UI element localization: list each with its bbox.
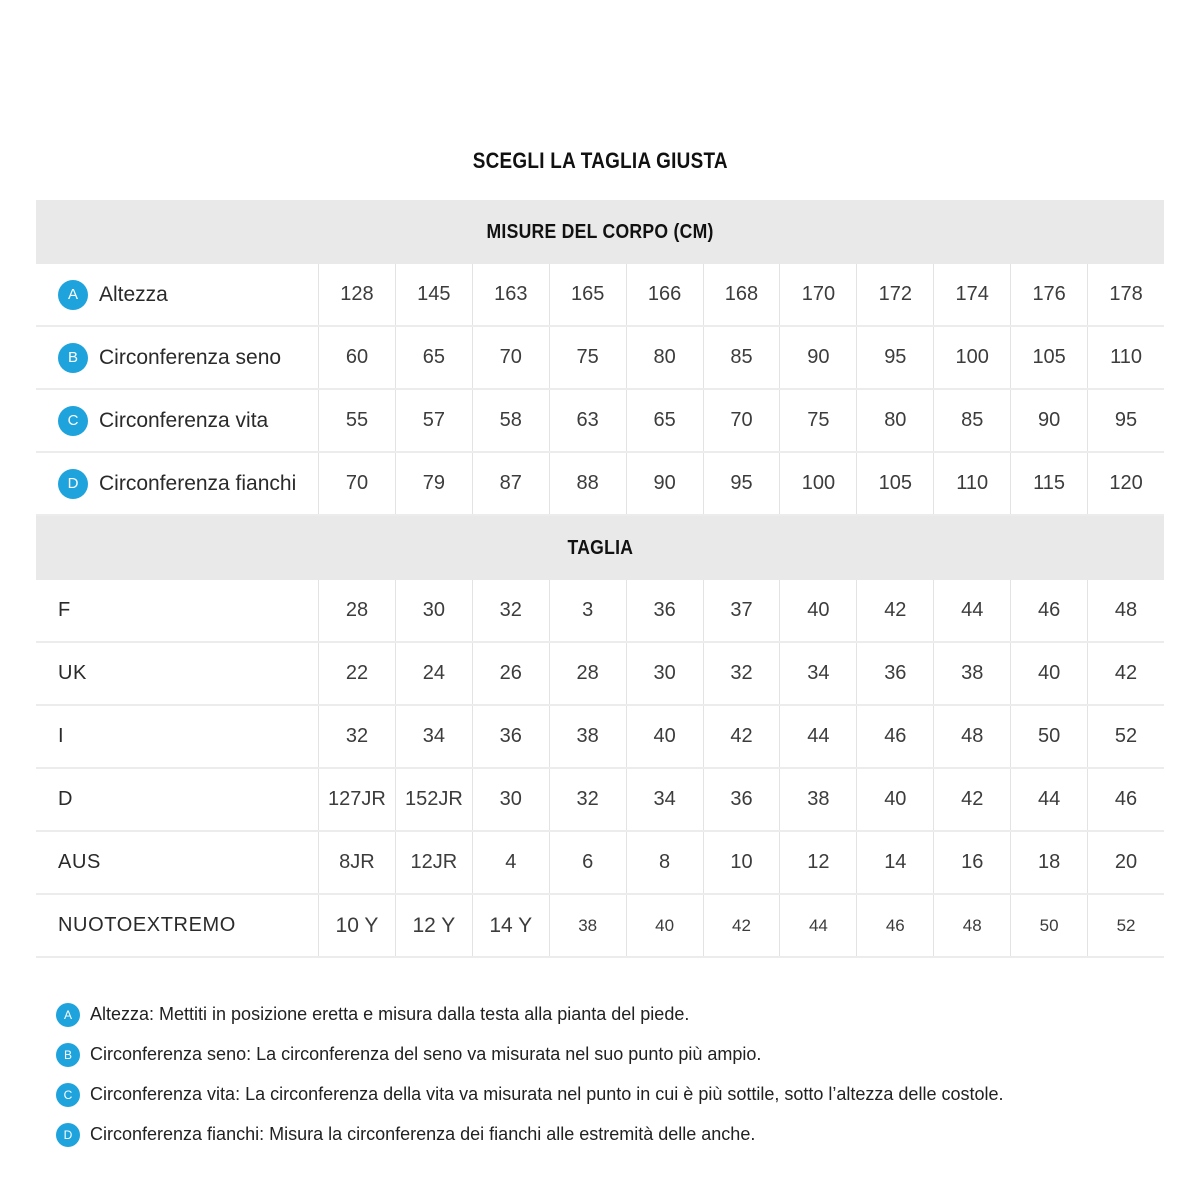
- cell: 65: [626, 390, 703, 451]
- table-row-size-aus: [36, 832, 1164, 895]
- cell: 120: [1087, 453, 1164, 514]
- row-label: Altezza: [99, 282, 168, 306]
- cell: 128: [318, 264, 395, 325]
- cell: 65: [395, 327, 472, 388]
- row-label-cell: [36, 580, 318, 641]
- cell: 46: [856, 895, 933, 956]
- cell: 3: [549, 580, 626, 641]
- cell: 38: [549, 706, 626, 767]
- cell: 44: [779, 895, 856, 956]
- cell: 36: [472, 706, 549, 767]
- cell: 8: [626, 832, 703, 893]
- row-label-cell: [36, 706, 318, 767]
- footnote-fianchi: [56, 1122, 1200, 1147]
- cell: 85: [933, 390, 1010, 451]
- cell: 14 Y: [472, 895, 549, 956]
- row-label: D: [58, 788, 74, 810]
- footnote-text: Circonferenza fianchi: Misura la circonferenza dei fianchi alle estremità delle anche.: [90, 1124, 756, 1144]
- footnote-text: Circonferenza seno: La circonferenza del seno va misurata nel suo punto più ampio.: [90, 1044, 762, 1064]
- cell: 42: [1087, 643, 1164, 704]
- cell: 163: [472, 264, 549, 325]
- cell: 32: [703, 643, 780, 704]
- cell: 165: [549, 264, 626, 325]
- table-row-seno: [36, 327, 1164, 390]
- measure-b-badge: B: [56, 1043, 80, 1067]
- cell: 152JR: [395, 769, 472, 830]
- cell: 63: [549, 390, 626, 451]
- cell: 57: [395, 390, 472, 451]
- cell: 90: [779, 327, 856, 388]
- cell: 36: [856, 643, 933, 704]
- cell: 110: [1087, 327, 1164, 388]
- cell: 105: [1010, 327, 1087, 388]
- cell: 4: [472, 832, 549, 893]
- cell: 60: [318, 327, 395, 388]
- cell: 90: [626, 453, 703, 514]
- cell: 42: [933, 769, 1010, 830]
- cell: 40: [1010, 643, 1087, 704]
- cell: 10 Y: [318, 895, 395, 956]
- cell: 80: [626, 327, 703, 388]
- cell: 36: [703, 769, 780, 830]
- cell: 30: [395, 580, 472, 641]
- row-label: Circonferenza seno: [99, 345, 282, 369]
- cell: 10: [703, 832, 780, 893]
- cell: 50: [1010, 706, 1087, 767]
- cell: 95: [856, 327, 933, 388]
- cell: 100: [779, 453, 856, 514]
- cell: 110: [933, 453, 1010, 514]
- cell: 28: [318, 580, 395, 641]
- table-row-size-uk: [36, 643, 1164, 706]
- cell: 58: [472, 390, 549, 451]
- cell: 38: [549, 895, 626, 956]
- cell: 48: [933, 706, 1010, 767]
- footnote-altezza: [56, 1002, 1200, 1027]
- cell: 145: [395, 264, 472, 325]
- cell: 12 Y: [395, 895, 472, 956]
- cell: 30: [626, 643, 703, 704]
- cell: 172: [856, 264, 933, 325]
- cell: 38: [779, 769, 856, 830]
- table-row-size-nuotoextremo: [36, 895, 1164, 958]
- row-label: NUOTOEXTREMO: [58, 914, 236, 936]
- row-label: UK: [58, 662, 87, 684]
- cell: 22: [318, 643, 395, 704]
- cell: 24: [395, 643, 472, 704]
- cell: 95: [703, 453, 780, 514]
- cell: 40: [856, 769, 933, 830]
- cell: 70: [703, 390, 780, 451]
- body-measures-header: MISURE DEL CORPO (CM): [36, 200, 1164, 264]
- measure-d-badge: D: [58, 469, 88, 499]
- cell: 52: [1087, 895, 1164, 956]
- cell: 12: [779, 832, 856, 893]
- cell: 46: [1087, 769, 1164, 830]
- row-label-cell: [36, 264, 318, 325]
- cell: 42: [856, 580, 933, 641]
- cell: 85: [703, 327, 780, 388]
- cell: 127JR: [318, 769, 395, 830]
- cell: 40: [626, 895, 703, 956]
- footnote-vita: [56, 1082, 1200, 1107]
- cell: 20: [1087, 832, 1164, 893]
- cell: 52: [1087, 706, 1164, 767]
- cell: 37: [703, 580, 780, 641]
- row-label: F: [58, 599, 71, 621]
- cell: 174: [933, 264, 1010, 325]
- cell: 178: [1087, 264, 1164, 325]
- cell: 168: [703, 264, 780, 325]
- cell: 32: [472, 580, 549, 641]
- cell: 36: [626, 580, 703, 641]
- cell: 40: [779, 580, 856, 641]
- cell: 55: [318, 390, 395, 451]
- footnotes: [56, 1002, 1200, 1147]
- footnote-text: Altezza: Mettiti in posizione eretta e misura dalla testa alla pianta del piede.: [90, 1004, 690, 1024]
- table-row-fianchi: [36, 453, 1164, 516]
- cell: 30: [472, 769, 549, 830]
- cell: 46: [1010, 580, 1087, 641]
- cell: 70: [472, 327, 549, 388]
- cell: 34: [626, 769, 703, 830]
- table-row-size-f: [36, 580, 1164, 643]
- cell: 95: [1087, 390, 1164, 451]
- cell: 44: [1010, 769, 1087, 830]
- cell: 42: [703, 895, 780, 956]
- cell: 28: [549, 643, 626, 704]
- row-label-cell: [36, 832, 318, 893]
- page-title: SCEGLI LA TAGLIA GIUSTA: [472, 148, 728, 173]
- row-label-cell: [36, 643, 318, 704]
- row-label-cell: [36, 895, 318, 956]
- cell: 34: [395, 706, 472, 767]
- cell: 16: [933, 832, 1010, 893]
- measure-a-badge: A: [58, 280, 88, 310]
- cell: 115: [1010, 453, 1087, 514]
- cell: 170: [779, 264, 856, 325]
- cell: 44: [779, 706, 856, 767]
- cell: 75: [779, 390, 856, 451]
- cell: 100: [933, 327, 1010, 388]
- cell: 42: [703, 706, 780, 767]
- measure-c-badge: C: [58, 406, 88, 436]
- row-label: Circonferenza vita: [99, 408, 269, 432]
- cell: 176: [1010, 264, 1087, 325]
- row-label-cell: [36, 390, 318, 451]
- measure-b-badge: B: [58, 343, 88, 373]
- cell: 8JR: [318, 832, 395, 893]
- footnote-text: Circonferenza vita: La circonferenza della vita va misurata nel punto in cui è più sottile, sotto l’altezza delle costole.: [90, 1084, 1004, 1104]
- table-row-size-i: [36, 706, 1164, 769]
- row-label: I: [58, 725, 65, 747]
- size-table: [36, 200, 1164, 958]
- measure-a-badge: A: [56, 1003, 80, 1027]
- row-label-cell: [36, 769, 318, 830]
- footnote-seno: [56, 1042, 1200, 1067]
- cell: 105: [856, 453, 933, 514]
- cell: 40: [626, 706, 703, 767]
- size-header: TAGLIA: [36, 516, 1164, 580]
- cell: 6: [549, 832, 626, 893]
- cell: 18: [1010, 832, 1087, 893]
- cell: 75: [549, 327, 626, 388]
- row-label-cell: [36, 453, 318, 514]
- table-row-altezza: [36, 264, 1164, 327]
- cell: 80: [856, 390, 933, 451]
- cell: 166: [626, 264, 703, 325]
- row-label: AUS: [58, 851, 101, 873]
- cell: 26: [472, 643, 549, 704]
- cell: 46: [856, 706, 933, 767]
- row-label: Circonferenza fianchi: [99, 471, 297, 495]
- cell: 88: [549, 453, 626, 514]
- measure-c-badge: C: [56, 1083, 80, 1107]
- cell: 38: [933, 643, 1010, 704]
- table-row-size-d: [36, 769, 1164, 832]
- cell: 48: [933, 895, 1010, 956]
- cell: 50: [1010, 895, 1087, 956]
- table-row-vita: [36, 390, 1164, 453]
- cell: 14: [856, 832, 933, 893]
- cell: 87: [472, 453, 549, 514]
- cell: 32: [318, 706, 395, 767]
- cell: 48: [1087, 580, 1164, 641]
- cell: 34: [779, 643, 856, 704]
- measure-d-badge: D: [56, 1123, 80, 1147]
- cell: 44: [933, 580, 1010, 641]
- row-label-cell: [36, 327, 318, 388]
- cell: 12JR: [395, 832, 472, 893]
- cell: 70: [318, 453, 395, 514]
- cell: 79: [395, 453, 472, 514]
- cell: 90: [1010, 390, 1087, 451]
- cell: 32: [549, 769, 626, 830]
